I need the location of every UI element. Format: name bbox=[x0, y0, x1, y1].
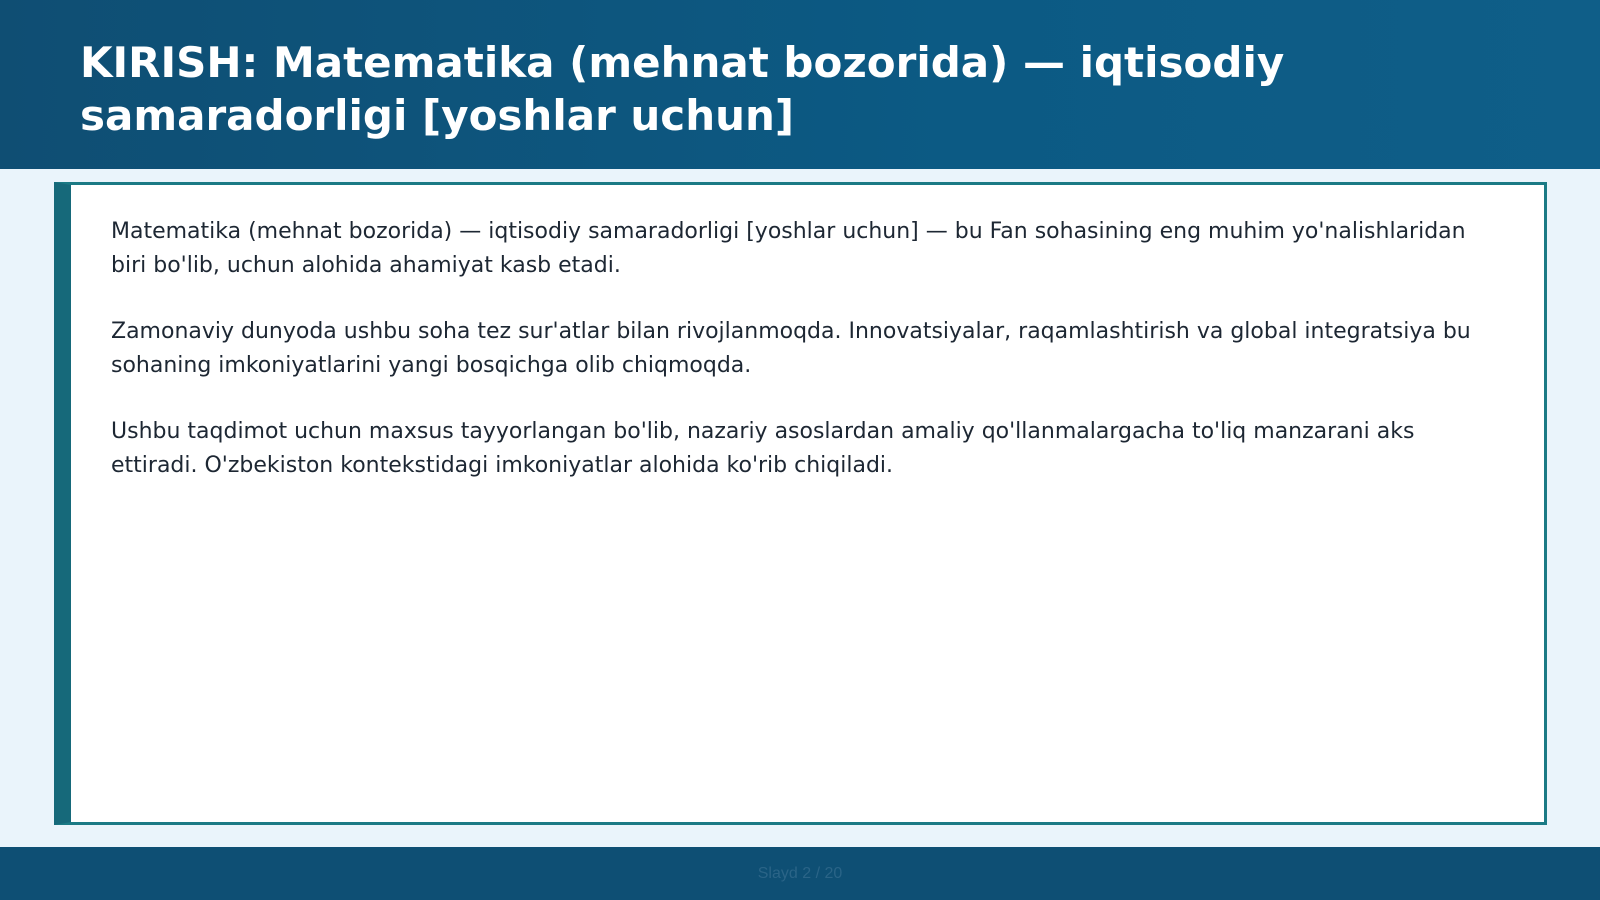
content-text bbox=[111, 215, 1498, 515]
slide-footer bbox=[0, 847, 1600, 900]
slide-number: Slayd 2 / 20 bbox=[757, 865, 843, 882]
content-card bbox=[54, 182, 1547, 825]
slide-title: KIRISH: Matematika (mehnat bozorida) — iqtisodiy samaradorligi [yoshlar uchun] bbox=[80, 38, 1285, 140]
paragraph-presentation-scope: Ushbu taqdimot uchun maxsus tayyorlangan bo'lib, nazariy asoslardan amaliy qo'llanmalargacha to'liq manzarani aks ettiradi. O'zbekiston kontekstidagi imkoniyatlar alohida ko'rib chiqiladi. bbox=[111, 419, 1415, 478]
slide-header bbox=[0, 0, 1600, 169]
paragraph-intro: Matematika (mehnat bozorida) — iqtisodiy samaradorligi [yoshlar uchun] — bu Fan sohasining eng muhim yo'nalishlaridan biri bo'lib, uchun alohida ahamiyat kasb etadi. bbox=[111, 219, 1466, 278]
paragraph-modern-world: Zamonaviy dunyoda ushbu soha tez sur'atlar bilan rivojlanmoqda. Innovatsiyalar, raqamlashtirish va global integratsiya bu sohaning imkoniyatlarini yangi bosqichga olib chiqmoqda. bbox=[111, 319, 1471, 378]
